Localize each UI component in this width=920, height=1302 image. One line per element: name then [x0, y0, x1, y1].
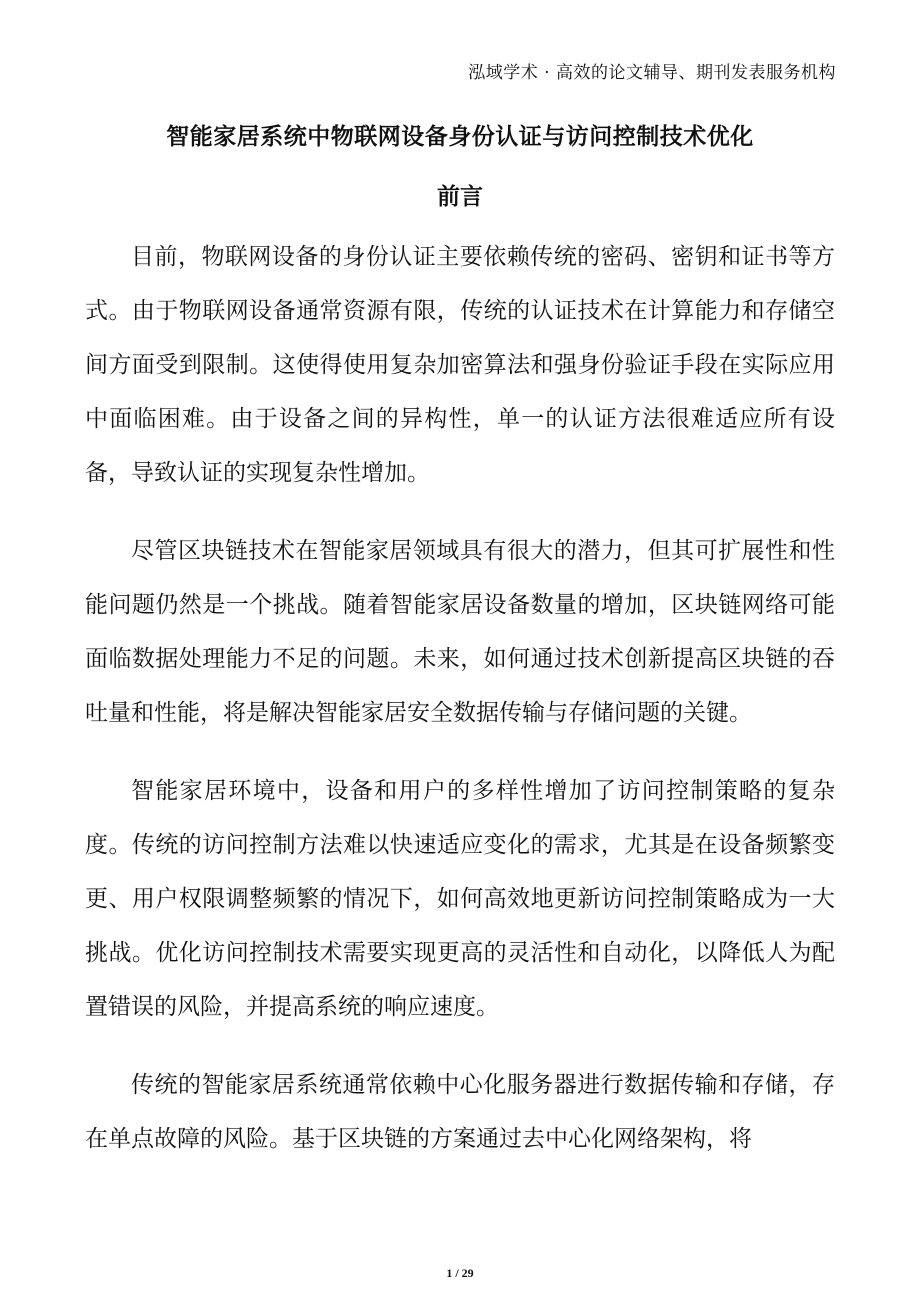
document-title: 智能家居系统中物联网设备身份认证与访问控制技术优化 [166, 124, 754, 150]
document-body [85, 230, 835, 1190]
paragraph-3: 智能家居环境中，设备和用户的多样性增加了访问控制策略的复杂度。传统的访问控制方法难以快速适应变化的需求，尤其是在设备频繁变更、用户权限调整频繁的情况下，如何高效地更新访问控制策略成为一大挑战。优化访问控制技术需要实现更高的灵活性和自动化，以降低人为配置错误的风险，并提高系统的响应速度。 [85, 778, 835, 1020]
section-heading: 前言 [437, 184, 483, 210]
paragraph-2: 尽管区块链技术在智能家居领域具有很大的潜力，但其可扩展性和性能问题仍然是一个挑战。随着智能家居设备数量的增加，区块链网络可能面临数据处理能力不足的问题。未来，如何通过技术创新提高区块链的吞吐量和性能，将是解决智能家居安全数据传输与存储问题的关键。 [85, 538, 835, 726]
page-header: 泓域学术 · 高效的论文辅导、期刊发表服务机构 [468, 63, 836, 83]
paragraph-1: 目前，物联网设备的身份认证主要依赖传统的密码、密钥和证书等方式。由于物联网设备通常资源有限，传统的认证技术在计算能力和存储空间方面受到限制。这使得使用复杂加密算法和强身份验证手段在实际应用中面临困难。由于设备之间的异构性，单一的认证方法很难适应所有设备，导致认证的实现复杂性增加。 [85, 244, 835, 486]
paragraph-4: 传统的智能家居系统通常依赖中心化服务器进行数据传输和存储，存在单点故障的风险。基于区块链的方案通过去中心化网络架构，将 [85, 1072, 835, 1152]
page-number: 1 / 29 [446, 1266, 474, 1280]
